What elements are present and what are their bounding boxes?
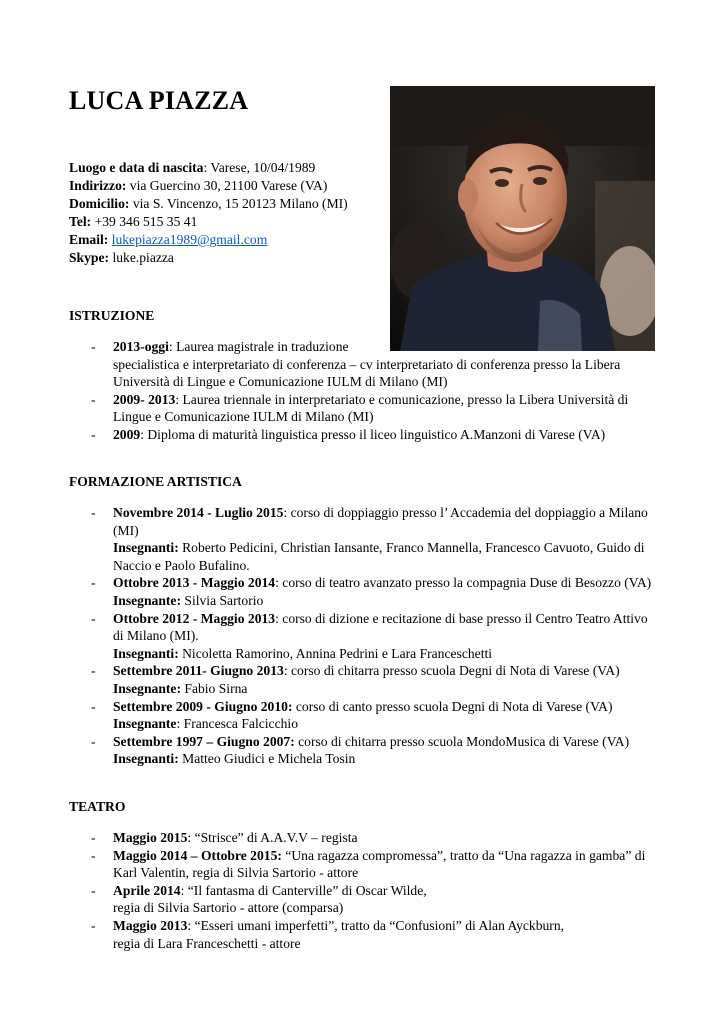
list-item <box>69 426 659 444</box>
item-bold-label: Maggio 2015 <box>113 830 188 845</box>
list-item <box>69 917 659 952</box>
item-text: : “Esseri umani imperfetti”, tratto da “Confusioni” di Alan Ayckburn, <box>187 917 565 933</box>
item-text: “Una ragazza compromessa”, tratto da “Una ragazza in gamba” di <box>281 847 646 863</box>
item-text: : corso di doppiaggio presso l’ Accademia del doppiaggio a Milano <box>283 505 648 520</box>
item-bold-label: Ottobre 2012 - Maggio 2013 <box>113 610 276 626</box>
item-bold-label: Insegnante: <box>113 680 181 696</box>
item-text: : Laurea magistrale in traduzione <box>168 339 349 354</box>
email-link[interactable]: lukepiazza1989@gmail.com <box>111 232 268 247</box>
birth-info: Luogo e data di nascita: Varese, 10/04/1989 <box>69 160 316 175</box>
list-item <box>69 391 659 426</box>
item-bold-label: 2009- 2013 <box>113 391 176 407</box>
item-text: specialistica e interpretariato di conferenza – cv interpretariato di conferenza presso la Libera <box>113 356 621 372</box>
item-text: Naccio e Paolo Bufalino. <box>113 557 250 573</box>
list-item-line <box>113 662 659 680</box>
item-text: : Laurea triennale in interpretariato e comunicazione, presso la Libera Università di <box>175 391 629 407</box>
list-item-line <box>113 338 659 356</box>
item-bold-label: Aprile 2014 <box>113 882 181 898</box>
address-info: Indirizzo: via Guercino 30, 21100 Varese (VA) <box>69 178 328 193</box>
teatro-list <box>69 829 659 952</box>
list-item-line <box>113 750 659 768</box>
list-item-line <box>113 592 659 610</box>
list-item-line <box>113 426 659 444</box>
item-bold-label: Insegnanti: <box>113 751 179 767</box>
list-item-line <box>113 408 659 426</box>
list-item <box>69 338 659 391</box>
list-item-line <box>113 715 659 733</box>
list-item <box>69 829 659 847</box>
candidate-name: LUCA PIAZZA <box>69 86 249 115</box>
item-bold-label: Maggio 2013 <box>113 917 188 933</box>
list-item-line <box>113 574 659 592</box>
item-text: : corso di dizione e recitazione di base presso il Centro Teatro Attivo <box>275 610 648 626</box>
item-bold-label: 2009 <box>113 426 141 442</box>
list-item-line <box>113 557 659 575</box>
list-item-line <box>113 356 659 374</box>
item-text: Fabio Sirna <box>180 680 248 696</box>
item-text: Università di Lingue e Comunicazione IULM di Milano (MI) <box>113 374 448 390</box>
item-text: Nicoletta Ramorino, Annina Pedrini e Lara Franceschetti <box>178 645 493 661</box>
item-text: corso di canto presso scuola Degni di Nota di Varese (VA) <box>292 698 613 714</box>
list-item-line <box>113 391 659 409</box>
item-text: (MI) <box>113 522 139 538</box>
item-text: Silvia Sartorio <box>180 592 264 608</box>
section-title-teatro: TEATRO <box>69 799 126 814</box>
item-bold-label: Novembre 2014 - Luglio 2015 <box>113 505 284 520</box>
list-item-line <box>113 935 659 953</box>
list-item <box>69 662 659 697</box>
section-title-formazione: FORMAZIONE ARTISTICA <box>69 474 242 489</box>
formazione-list <box>69 504 659 768</box>
list-item-line <box>113 882 659 900</box>
item-bold-label: Insegnanti: <box>113 645 179 661</box>
item-text: : Diploma di maturità linguistica presso il liceo linguistico A.Manzoni di Varese (VA) <box>140 426 606 442</box>
list-item-line <box>113 680 659 698</box>
item-text: : corso di chitarra presso scuola Degni di Nota di Varese (VA) <box>283 663 620 679</box>
contact-block <box>69 159 348 267</box>
list-item-line <box>113 733 659 751</box>
item-bold-label: Maggio 2014 – Ottobre 2015: <box>113 847 282 863</box>
item-text: Lingue e Comunicazione IULM di Milano (MI) <box>113 409 374 425</box>
item-text: : Francesca Falcicchio <box>176 716 298 732</box>
istruzione-list <box>69 338 659 444</box>
item-text: : “Il fantasma di Canterville” di Oscar Wilde, <box>180 882 427 898</box>
item-bold-label: Settembre 2011- Giugno 2013 <box>113 663 284 679</box>
list-item-line <box>113 645 659 663</box>
list-item-line <box>113 864 659 882</box>
list-item <box>69 847 659 882</box>
email-info: Email: lukepiazza1989@gmail.com <box>69 232 268 247</box>
item-text: corso di chitarra presso scuola MondoMusica di Varese (VA) <box>294 733 630 749</box>
item-text: : corso di teatro avanzato presso la compagnia Duse di Besozzo (VA) <box>275 575 652 591</box>
phone-info: Tel: +39 346 515 35 41 <box>69 214 198 229</box>
item-bold-label: 2013-oggi <box>113 339 169 354</box>
residence-info: Domicilio: via S. Vincenzo, 15 20123 Milano (MI) <box>69 196 348 211</box>
list-item <box>69 574 659 609</box>
list-item <box>69 733 659 768</box>
item-text: Roberto Pedicini, Christian Iansante, Franco Mannella, Francesco Cavuoto, Guido di <box>178 540 645 556</box>
item-bold-label: Settembre 2009 - Giugno 2010: <box>113 698 293 714</box>
list-item <box>69 610 659 663</box>
portrait-photo-graphic <box>390 86 655 351</box>
item-text: Matteo Giudici e Michela Tosin <box>178 751 356 767</box>
list-item <box>69 698 659 733</box>
list-item-line <box>113 829 659 847</box>
item-text: regia di Lara Franceschetti - attore <box>113 935 301 951</box>
skype-info: Skype: luke.piazza <box>69 250 174 265</box>
list-item-line <box>113 539 659 557</box>
list-item-line <box>113 627 659 645</box>
list-item-line <box>113 504 659 522</box>
list-item <box>69 504 659 574</box>
list-item-line <box>113 917 659 935</box>
list-item <box>69 882 659 917</box>
list-item-line <box>113 698 659 716</box>
item-text: di Milano (MI). <box>113 628 199 644</box>
list-item-line <box>113 610 659 628</box>
item-text: : “Strisce” di A.A.V.V – regista <box>187 830 358 845</box>
list-item-line <box>113 847 659 865</box>
item-bold-label: Insegnante: <box>113 592 181 608</box>
list-item-line <box>113 373 659 391</box>
list-item-line <box>113 899 659 917</box>
item-bold-label: Insegnanti: <box>113 540 179 556</box>
portrait-photo <box>390 86 655 351</box>
item-bold-label: Insegnante <box>113 716 177 732</box>
list-item-line <box>113 522 659 540</box>
item-bold-label: Settembre 1997 – Giugno 2007: <box>113 733 295 749</box>
item-text: regia di Silvia Sartorio - attore (comparsa) <box>113 900 344 916</box>
item-text: Karl Valentin, regia di Silvia Sartorio - attore <box>113 865 359 881</box>
item-bold-label: Ottobre 2013 - Maggio 2014 <box>113 575 276 591</box>
section-title-istruzione: ISTRUZIONE <box>69 308 155 323</box>
